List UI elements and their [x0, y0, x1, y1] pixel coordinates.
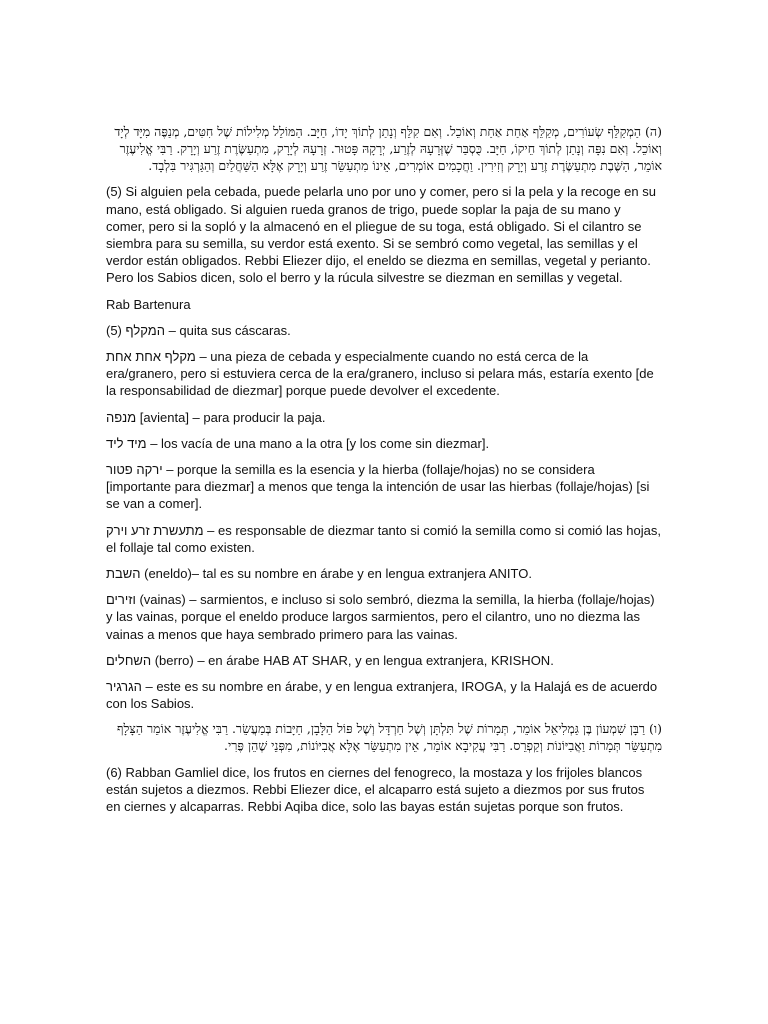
note-text: – es responsable de diezmar tanto si comió la semilla como si comió las hojas, el follaje tal como existen.: [106, 522, 661, 555]
mishnah-6-hebrew-text: (ו) רַבָּן שִׁמְעוֹן בֶּן גַּמְלִיאֵל אוֹמֵר, תְּמָרוֹת שֶׁל תִּלְתָּן וְשֶׁל חַרְדָּל וְשֶׁל פּוֹל הַלָּבָן, חַיָּבוֹת בְּמַעֲשֵׂר. רַבִּי אֱלִיעֶזֶר אוֹמֵר הַצָּלָף מִתְעַשֵּׂר תְּמָרוֹת וַאֲבִיּוֹנוֹת וְקַפְרֵס. רַבִּי עֲקִיבָא אוֹמֵר, אֵין מִתְעַשֵּׂר אֶלָּא אֲבִיּוֹנוֹת, מִפְּנֵי שֶׁהֵן פֶּרִי.: [116, 721, 662, 754]
note-term: מתעשרת זרע וירק: [106, 522, 204, 538]
note-text: (berro) – en árabe HAB AT SHAR, y en lengua extranjera, KRISHON.: [151, 652, 554, 668]
note-term: וזירים: [106, 592, 136, 608]
commentary-note: [106, 409, 662, 426]
note-text: – una pieza de cebada y especialmente cuando no está cerca de la era/granero, pero si estuviera cerca de la era/granero, incluso si pelara más, estaría exento [de la responsabilidad de diezmar] porque puede devolver el excedente.: [106, 349, 654, 399]
commentary-note: [106, 591, 662, 643]
note-term: מנפה: [106, 409, 137, 425]
note-text: [avienta] – para producir la paja.: [136, 409, 326, 425]
mishnah-5-spanish-translation: (5) Si alguien pela cebada, puede pelarla uno por uno y comer, pero si la pela y la recoge en su mano, está obligado. Si alguien rueda granos de trigo, puede soplar la paja de su mano y comer, pero si la sopló y la almacenó en el pliegue de su toga, está obligado. Si el cilantro se siembra para su semilla, su verdor está exento. Si se sembró como vegetal, las semillas y el verdor están obligados. Rebbi Eliezer dijo, el eneldo se diezma en semillas, vegetal y perianto. Pero los Sabios dicen, solo el berro y la rúcula silvestre se diezman en semillas y vegetal.: [106, 184, 656, 286]
commentary-note: [106, 461, 662, 513]
commentary-note: [106, 565, 662, 582]
note-term: ירקה פטור: [106, 462, 163, 478]
note-text: (eneldo)– tal es su nombre en árabe y en lengua extranjera ANITO.: [140, 566, 532, 582]
note-text: – este es su nombre en árabe, y en lengua extranjera, IROGA, y la Halajá es de acuerdo con los Sabios.: [106, 679, 658, 712]
note-text: – porque la semilla es la esencia y la hierba (follaje/hojas) no se considera [importante para diezmar] a menos que tenga la intención de usar las hierbas (follaje/hojas) [si se van a comer].: [106, 462, 650, 512]
commentary-note: [106, 348, 662, 400]
note-text: – los vacía de una mano a la otra [y los come sin diezmar].: [146, 435, 490, 451]
commentary-title: Rab Bartenura: [106, 296, 191, 312]
commentary-note: [106, 652, 662, 669]
commentary-note: [106, 322, 662, 339]
note-term: הגרגיר: [106, 679, 142, 695]
document-page: [106, 124, 662, 825]
note-term: מקלף אחת אחת: [106, 349, 196, 365]
note-term: (5) המקלף: [106, 322, 165, 338]
note-term: השבת: [106, 566, 141, 582]
commentary-note: [106, 435, 662, 452]
commentary-note: [106, 678, 662, 712]
mishnah-6-spanish-translation: (6) Rabban Gamliel dice, los frutos en ciernes del fenogreco, la mostaza y los frijoles blancos están sujetos a diezmos. Rebbi Eliezer dice, el alcaparro está sujeto a diezmos por sus frutos en ciernes y alcaparras. Rebbi Aqiba dice, solo las bayas están sujetas porque son frutos.: [106, 765, 645, 815]
note-text: – quita sus cáscaras.: [164, 322, 291, 338]
note-text: (vainas) – sarmientos, e incluso si solo sembró, diezma la semilla, la hierba (follaje/hojas) y las vainas, porque el eneldo produce largos sarmientos, pero el cilantro, uno no diezma las vainas a menos que haya sembrado primero para las vainas.: [106, 592, 655, 642]
note-term: מיד ליד: [106, 435, 147, 451]
mishnah-5-hebrew-text: (ה) הַמְקַלֵּף שְׂעוֹרִים, מְקַלֵּף אַחַת אַחַת וְאוֹכֵל. וְאִם קִלֵּף וְנָתַן לְתוֹךְ יָדוֹ, חַיָּב. הַמּוֹלֵל מְלִילוֹת שֶׁל חִטִּים, מְנַפֶּה מִיָּד לְיָד וְאוֹכֵל. וְאִם נִפָּה וְנָתַן לְתוֹךְ חֵיקוֹ, חַיָּב. כֻּסְבַּר שֶׁזְּרָעָהּ לְזֶרַע, יְרָקָהּ פָּטוּר. זְרָעָהּ לְיָרָק, מִתְעַשֶּׂרֶת זֶרַע וְיָרָק. רַבִּי אֱלִיעֶזֶר אוֹמֵר, הַשֶּׁבֶת מִתְעַשֶּׂרֶת זֶרַע וְיָרָק וְזִירִין. וַחֲכָמִים אוֹמְרִים, אֵינוֹ מִתְעַשֵּׂר זֶרַע וְיָרָק אֶלָּא הַשַּׁחֲלַיִם וְהַגַּרְגִּיר בִּלְבָד.: [114, 124, 662, 173]
note-term: השחלים: [106, 652, 152, 668]
commentary-note: [106, 522, 662, 556]
